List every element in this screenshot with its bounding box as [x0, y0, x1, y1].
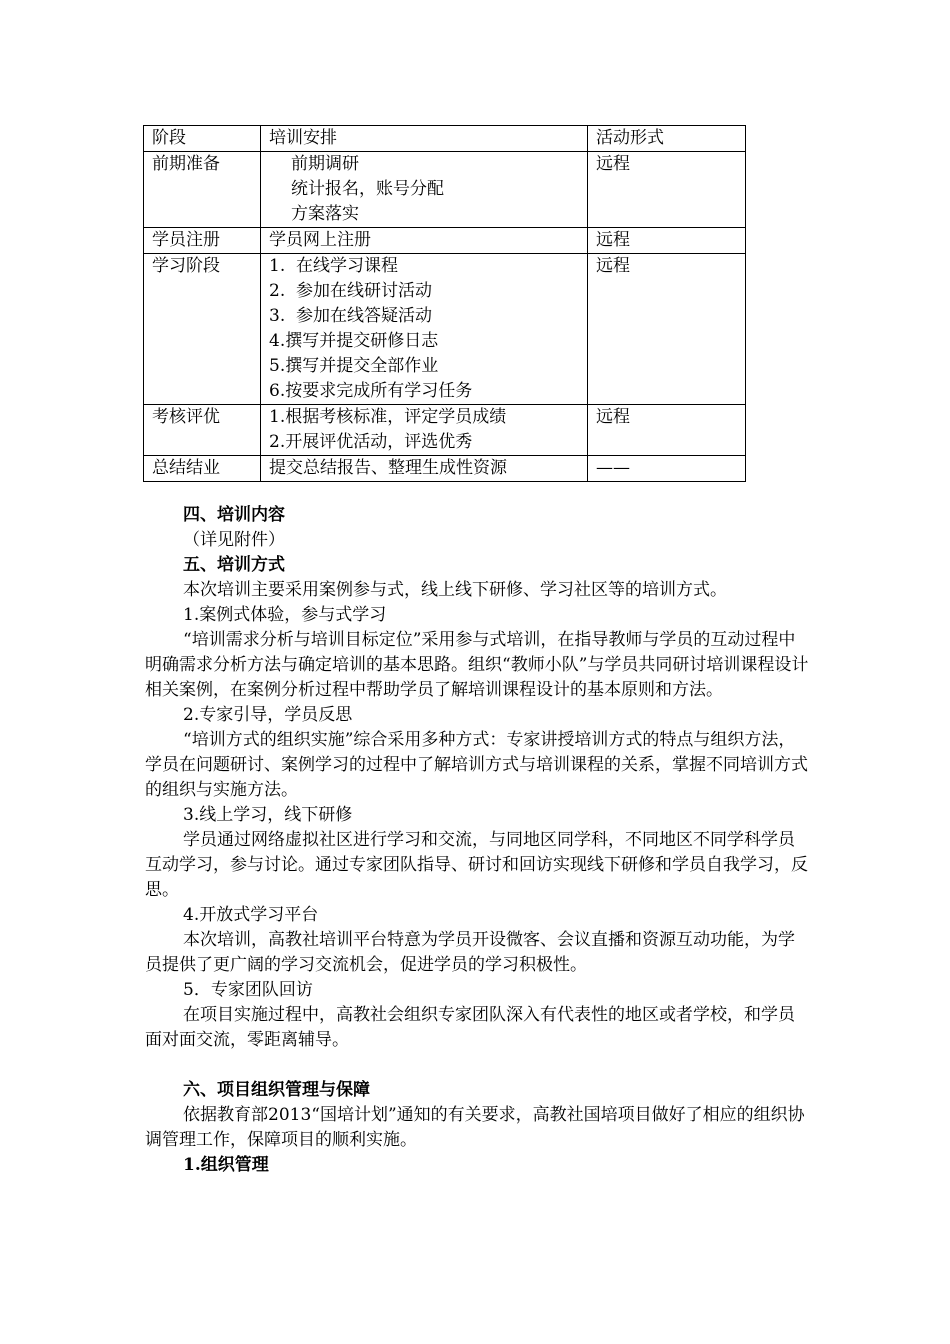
- subsection-5-2-title: 2.专家引导，学员反思: [183, 705, 353, 725]
- row-form: 远程: [588, 228, 746, 254]
- arrangement-item: 6.按要求完成所有学习任务: [269, 381, 473, 401]
- row-arrangement: [261, 152, 588, 228]
- header-stage: 阶段: [144, 126, 261, 152]
- arrangement-item: 提交总结报告、整理生成性资源: [269, 458, 507, 478]
- row-form: ——: [588, 456, 746, 482]
- arrangement-item: 前期调研: [291, 154, 359, 174]
- document-body: [145, 503, 810, 1178]
- row-stage: 学员注册: [144, 228, 261, 254]
- training-schedule-table: [143, 125, 746, 482]
- arrangement-item: 2.开展评优活动，评选优秀: [269, 432, 473, 452]
- table-row: [144, 456, 746, 482]
- row-stage: 考核评优: [144, 405, 261, 456]
- section-4-note: （详见附件）: [183, 530, 285, 550]
- subsection-5-3-title: 3.线上学习，线下研修: [183, 805, 353, 825]
- subsection-5-1-body: “培训需求分析与培训目标定位”采用参与式培训，在指导教师与学员的互动过程中明确需求分析方法与确定培训的基本思路。组织“教师小队”与学员共同研讨培训课程设计相关案例，在案例分析过程中帮助学员了解培训课程设计的基本原则和方法。: [145, 630, 809, 700]
- row-form: 远程: [588, 405, 746, 456]
- header-arrangement: 培训安排: [261, 126, 588, 152]
- table-row: [144, 405, 746, 456]
- subsection-5-4-title: 4.开放式学习平台: [183, 905, 319, 925]
- arrangement-item: 5.撰写并提交全部作业: [269, 356, 439, 376]
- table-row: [144, 152, 746, 228]
- arrangement-item: 3. 参加在线答疑活动: [269, 306, 433, 326]
- subsection-5-4-body: 本次培训，高教社培训平台特意为学员开设微客、会议直播和资源互动功能，为学员提供了更广阔的学习交流机会，促进学员的学习积极性。: [145, 930, 795, 975]
- row-stage: 学习阶段: [144, 254, 261, 405]
- row-arrangement: [261, 405, 588, 456]
- row-arrangement: [261, 456, 588, 482]
- subsection-5-5-title: 5．专家团队回访: [183, 980, 313, 1000]
- arrangement-item: 方案落实: [291, 204, 359, 224]
- subsection-5-3-body: 学员通过网络虚拟社区进行学习和交流，与同地区同学科，不同地区不同学科学员互动学习，参与讨论。通过专家团队指导、研讨和回访实现线下研修和学员自我学习，反思。: [145, 830, 808, 900]
- section-6-body: 依据教育部2013“国培计划”通知的有关要求，高教社国培项目做好了相应的组织协调管理工作，保障项目的顺利实施。: [145, 1105, 805, 1150]
- section-5-heading: 五、培训方式: [183, 555, 285, 575]
- subsection-6-1-title: 1.组织管理: [183, 1155, 269, 1175]
- table-header-row: [144, 126, 746, 152]
- header-form: 活动形式: [588, 126, 746, 152]
- arrangement-item: 1. 在线学习课程: [269, 256, 399, 276]
- arrangement-item: 4.撰写并提交研修日志: [269, 331, 439, 351]
- section-6-heading: 六、项目组织管理与保障: [183, 1080, 370, 1100]
- subsection-5-2-body: “培训方式的组织实施”综合采用多种方式：专家讲授培训方式的特点与组织方法，学员在问题研讨、案例学习的过程中了解培训方式与培训课程的关系，掌握不同培训方式的组织与实施方法。: [145, 730, 808, 800]
- paragraph-gap: [145, 1053, 810, 1078]
- arrangement-item: 学员网上注册: [269, 230, 371, 250]
- table-row: [144, 228, 746, 254]
- arrangement-item: 统计报名，账号分配: [291, 179, 444, 199]
- row-stage: 总结结业: [144, 456, 261, 482]
- row-arrangement: [261, 254, 588, 405]
- row-arrangement: [261, 228, 588, 254]
- subsection-5-5-body: 在项目实施过程中，高教社会组织专家团队深入有代表性的地区或者学校，和学员面对面交流，零距离辅导。: [145, 1005, 795, 1050]
- section-5-intro: 本次培训主要采用案例参与式，线上线下研修、学习社区等的培训方式。: [183, 580, 727, 600]
- section-4-heading: 四、培训内容: [183, 505, 285, 525]
- row-stage: 前期准备: [144, 152, 261, 228]
- arrangement-item: 1.根据考核标准，评定学员成绩: [269, 407, 507, 427]
- row-form: 远程: [588, 254, 746, 405]
- subsection-5-1-title: 1.案例式体验，参与式学习: [183, 605, 387, 625]
- arrangement-item: 2. 参加在线研讨活动: [269, 281, 433, 301]
- table-row: [144, 254, 746, 405]
- row-form: 远程: [588, 152, 746, 228]
